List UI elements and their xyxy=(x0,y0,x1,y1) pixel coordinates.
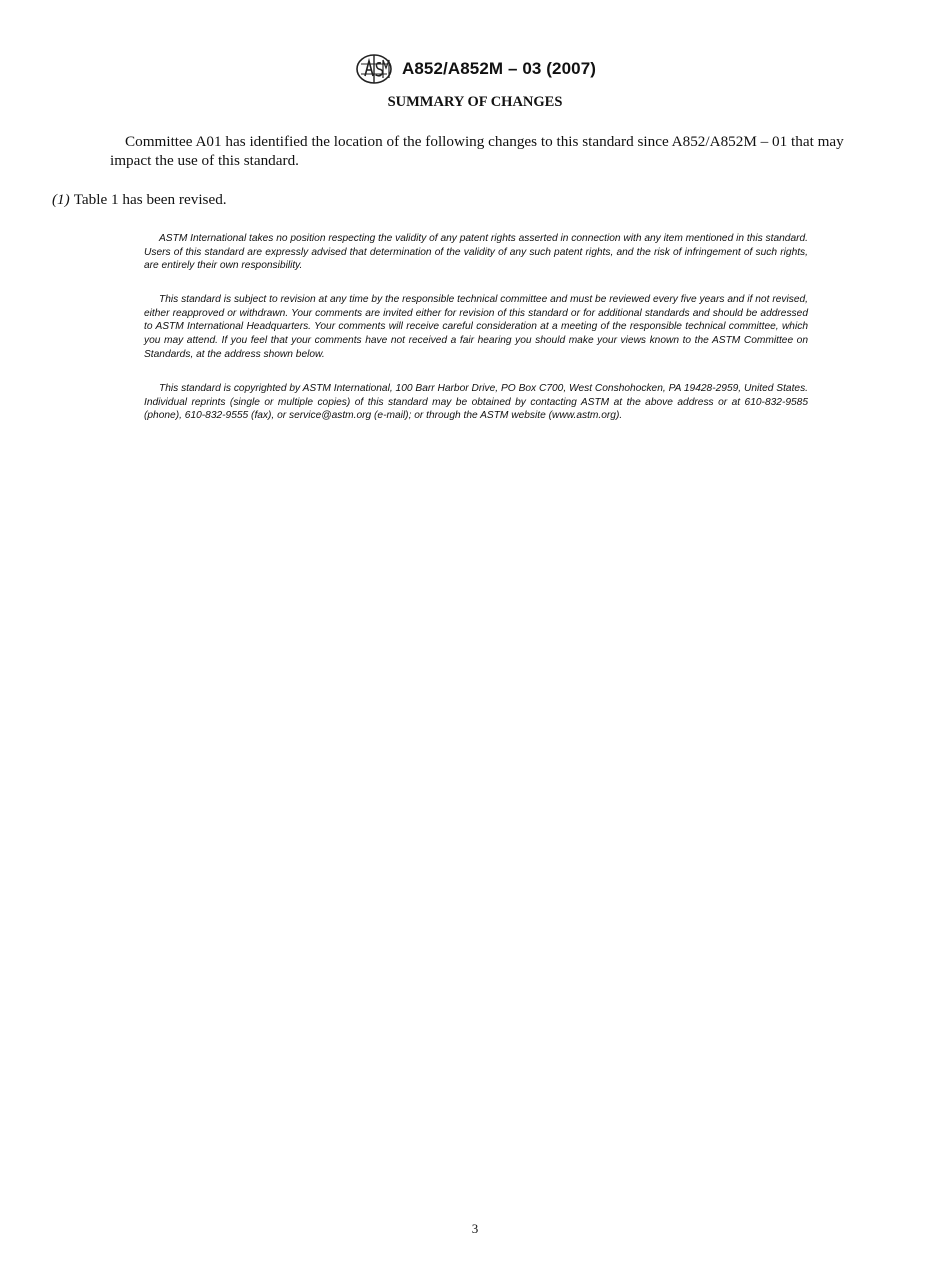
change-list-item xyxy=(52,190,852,209)
change-item-number: (1) xyxy=(52,191,70,208)
copyright-notice: This standard is copyrighted by ASTM International, 100 Barr Harbor Drive, PO Box C700, West Conshohocken, PA 19428-2959, United States. Individual reprints (single or multiple copies) of this standard may be obtained by contacting ASTM at the above address or at 610-832-9585 (phone), 610-832-9555 (fax), or service@astm.org (e-mail); or through the ASTM website (www.astm.org). xyxy=(144,383,808,422)
patent-rights-notice: ASTM International takes no position respecting the validity of any patent rights asserted in connection with any item mentioned in this standard. Users of this standard are expressly advised that determination of the validity of any such patent rights, and the risk of infringement of such rights, are entirely their own responsibility. xyxy=(144,233,808,272)
astm-logo-icon xyxy=(354,52,394,86)
standard-designation: A852/A852M – 03 (2007) xyxy=(401,59,597,78)
change-item-text: Table 1 has been revised. xyxy=(73,191,227,208)
summary-intro-paragraph: Committee A01 has identified the location of the following changes to this standard since A852/A852M – 01 that may impact the use of this standard. xyxy=(110,133,844,169)
summary-of-changes-heading: SUMMARY OF CHANGES xyxy=(387,94,563,110)
revision-notice: This standard is subject to revision at any time by the responsible technical committee and must be reviewed every five years and if not revised, either reapproved or withdrawn. Your comments are invited either for revision of this standard or for additional standards and should be addressed to ASTM International Headquarters. Your comments will receive careful consideration at a meeting of the responsible technical committee, which you may attend. If you feel that your comments have not received a fair hearing you should make your views known to the ASTM Committee on Standards, at the address shown below. xyxy=(144,294,808,360)
document-header xyxy=(0,52,950,86)
page-number: 3 xyxy=(471,1221,479,1236)
